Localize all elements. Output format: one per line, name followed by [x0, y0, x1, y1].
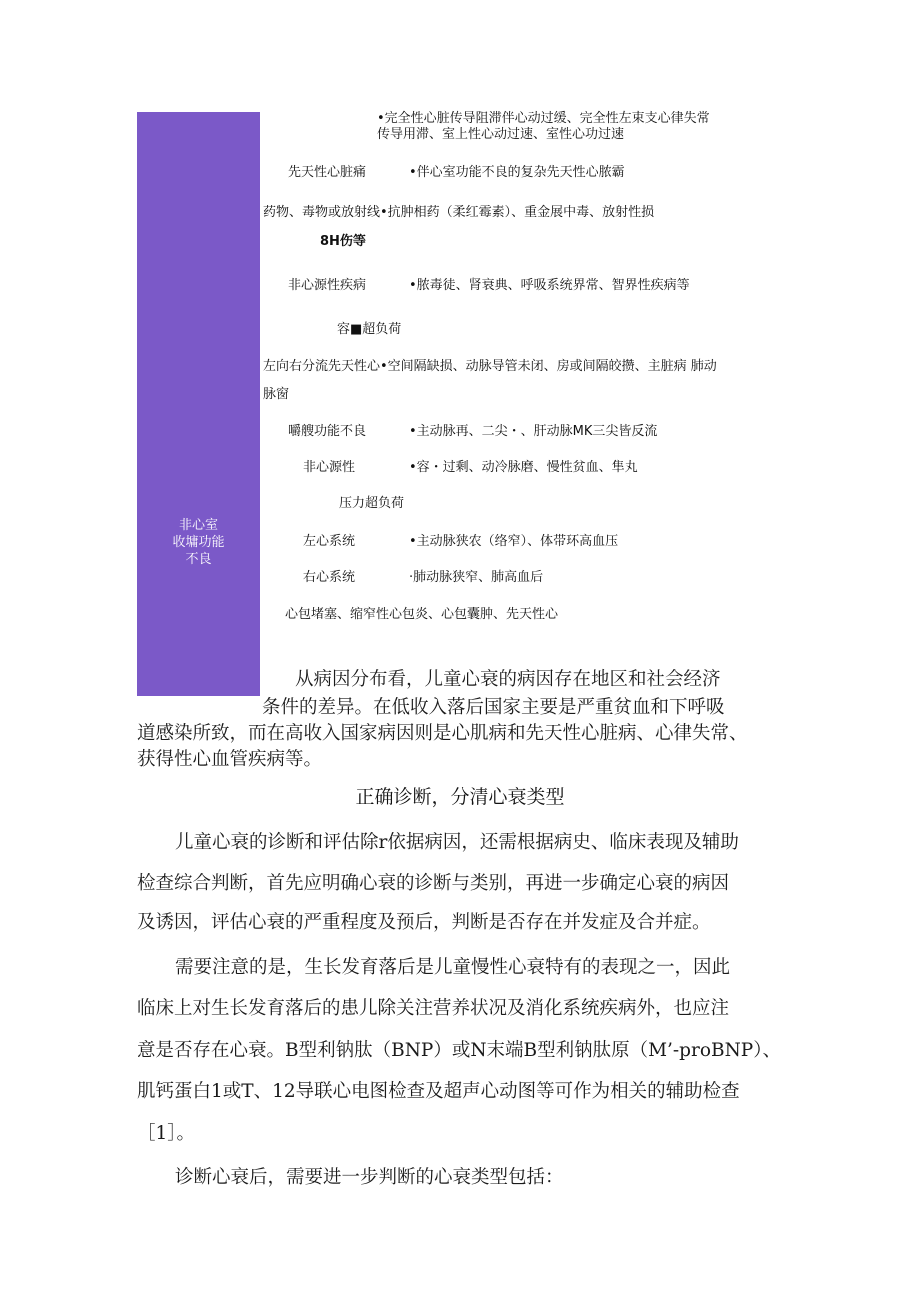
- diagram-text: 心包堵塞、缩窄性心包炎、心包囊肿、先天性心: [285, 607, 559, 622]
- category-label: [137, 517, 260, 568]
- section-heading: 正确诊断，分清心衰类型: [355, 786, 565, 808]
- paragraph-line: 需要注意的是，生长发育落后是儿童慢性心衰特有的表现之一，因此: [175, 957, 731, 978]
- paragraph-line: 儿童心衰的诊断和评估除r依据病因，还需根据病史、临床表现及辅助: [175, 832, 739, 853]
- paragraph-line: 道感染所致，而在高收入国家病因则是心肌病和先天性心脏病、心律失常、: [137, 723, 748, 744]
- diagram-text: 脉窗: [263, 387, 290, 402]
- paragraph-line: 检查综合判断，首先应明确心衰的诊断与类别，再进一步确定心衰的病因: [137, 873, 730, 894]
- diagram-text: •主动脉狭农（络窄）、体带环高血压: [409, 534, 619, 549]
- paragraph-line: ［1］。: [137, 1123, 196, 1144]
- diagram-text: •主动脉再、二尖・、肝动脉MK三尖皆反流: [409, 424, 658, 439]
- diagram-text: 非心源性疾病: [288, 278, 367, 293]
- paragraph-line: 肌钙蛋白1或T、12导联心电图检查及超声心动图等可作为相关的辅助检查: [137, 1081, 740, 1102]
- category-label-line: 不良: [185, 552, 212, 567]
- diagram-text: 左心系统: [303, 534, 356, 549]
- paragraph-line: 从病因分布看，儿童心衰的病因存在地区和社会经济: [295, 669, 721, 690]
- diagram-text: 嚼艘功能不良: [288, 424, 367, 439]
- diagram-text: •脓毒徒、肾衰典、呼吸系统界常、智界性疾病等: [409, 278, 690, 293]
- diagram-text: 右心系统: [303, 570, 356, 585]
- category-bar: [137, 112, 260, 696]
- diagram-text: •伴心室功能不良的复杂先天性心脓霸: [409, 165, 625, 180]
- diagram-text: 压力超负荷: [339, 496, 405, 511]
- paragraph-line: 临床上对生长发育落后的患儿除关注营养状况及消化系统疾病外，也应注: [137, 998, 730, 1019]
- diagram-text: ·肺动脉狭窄、肺高血后: [409, 570, 544, 585]
- category-label-line: 收墉功能: [172, 535, 225, 550]
- paragraph-line: 条件的差异。在低收入落后国家主要是严重贫血和下呼吸: [262, 697, 725, 718]
- category-label-line: 非心室: [178, 518, 218, 533]
- diagram-text: 容■超负荷: [337, 322, 402, 337]
- paragraph-line: 获得性心血管疾病等。: [137, 749, 323, 770]
- paragraph-line: 意是否存在心衰。B型利钠肽（BNP）或N末端B型利钠肽原（M’-proBNP）、: [137, 1040, 781, 1061]
- paragraph-line: 诊断心衰后，需要进一步判断的心衰类型包括：: [175, 1167, 564, 1188]
- diagram-text: 药物、毒物或放射线•抗肿相药（柔红霉素）、重金展中毒、放射性损: [263, 205, 655, 220]
- diagram-text: 先天性心脏痛: [288, 165, 367, 180]
- diagram-text: 非心源性: [303, 460, 356, 475]
- diagram-text: 8H伤等: [320, 234, 366, 249]
- diagram-text: •容・过剩、动冷脉磨、慢性贫血、隼丸: [409, 460, 638, 475]
- paragraph-line: 及诱因，评估心衰的严重程度及预后，判断是否存在并发症及合并症。: [137, 912, 711, 933]
- diagram-text: 传导用滞、室上性心动过速、室性心功过速: [377, 127, 625, 142]
- diagram-text: •完全性心脏传导阻滞伴心动过缓、完全性左束支心律失常: [377, 111, 710, 126]
- diagram-text: 左向右分流先天性心•空间隔缺损、动脉导管未闭、房或间隔皎攒、主脏病 肺动: [263, 359, 717, 374]
